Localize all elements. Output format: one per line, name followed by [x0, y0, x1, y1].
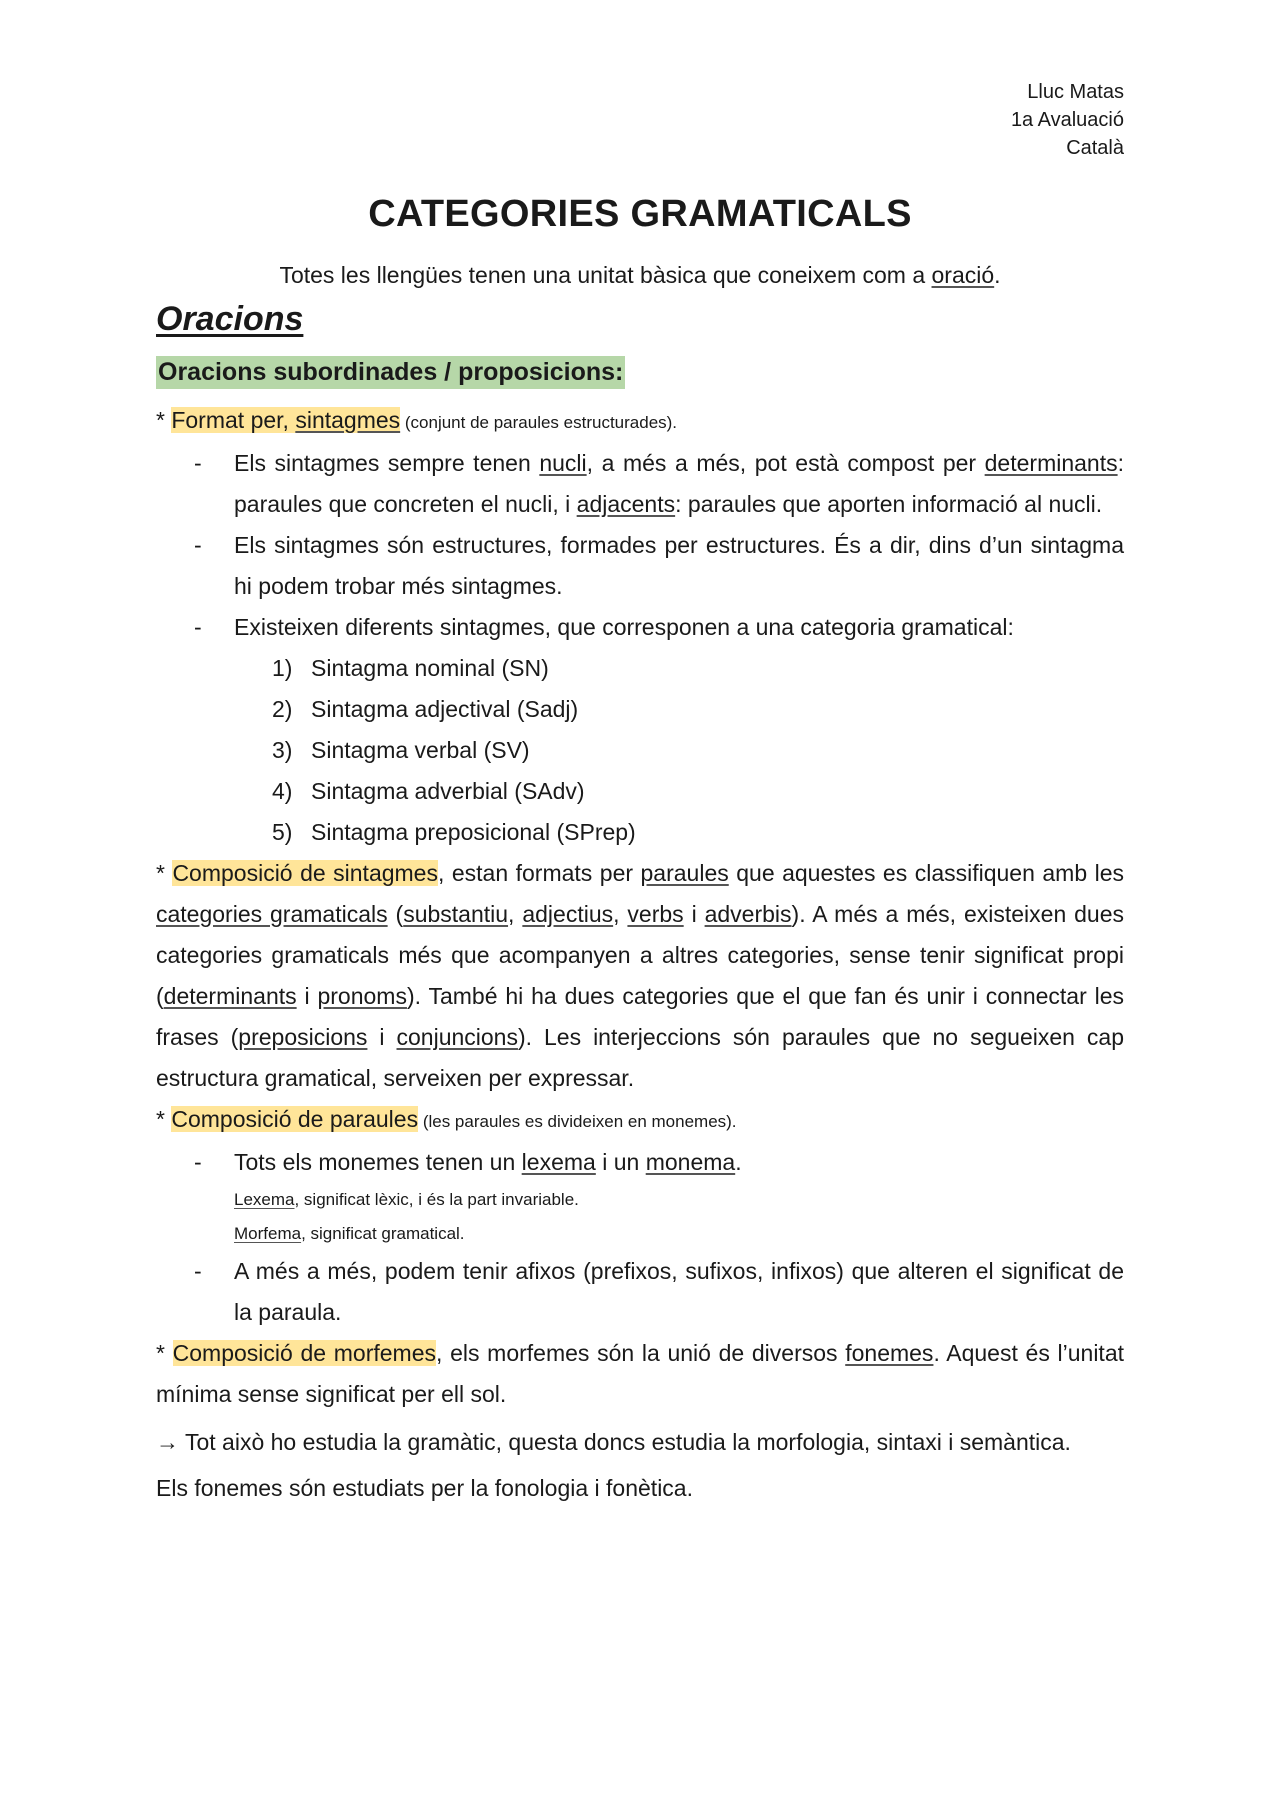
document-header: [1011, 78, 1124, 162]
bullet-star: *: [156, 1340, 173, 1366]
numbered-item: [156, 812, 1124, 853]
numbered-item: [156, 730, 1124, 771]
dash-marker: -: [194, 532, 202, 558]
text: ). També hi ha dues categories que el que fan és unir i connectar les frases (: [156, 983, 1125, 1050]
format-note: (conjunt de paraules estructurades).: [400, 413, 678, 432]
term-adjacents: adjacents: [576, 491, 676, 517]
term: conjuncions: [396, 1024, 518, 1050]
composicio-paraules-note: (les paraules es divideixen en monemes).: [418, 1112, 737, 1131]
text: ,: [613, 901, 628, 927]
closing-line: → Tot això ho estudia la gramàtic, questa doncs estudia la morfologia, sintaxi i semàntica.: [156, 1429, 1071, 1455]
text: . Aquest és l’unitat mínima sense significat per ell sol.: [156, 1340, 1124, 1407]
term-nucli: nucli: [539, 450, 587, 476]
term: substantiu: [403, 901, 509, 927]
term-monema: monema: [645, 1149, 736, 1175]
format-term: sintagmes: [295, 407, 401, 433]
format-line: [156, 400, 1124, 443]
dash-marker: -: [194, 1149, 202, 1175]
dash-marker: -: [194, 1258, 202, 1284]
term: pronoms: [317, 983, 407, 1009]
text: , a més a més, pot està compost per: [586, 450, 985, 476]
text: i: [683, 901, 705, 927]
term: adjectius: [522, 901, 614, 927]
list-item: [156, 607, 1124, 648]
numbered-item: [156, 771, 1124, 812]
term-lexema: lexema: [521, 1149, 596, 1175]
text: .: [735, 1149, 742, 1175]
page-title: CATEGORIES GRAMATICALS: [368, 193, 912, 235]
composicio-morfemes-paragraph: [156, 1333, 1124, 1415]
bullet-star: *: [156, 860, 173, 886]
text: , els morfemes són la unió de diversos: [436, 1340, 846, 1366]
text: Existeixen diferents sintagmes, que corresponen a una categoria gramatical:: [234, 614, 1014, 640]
item-number: 3): [272, 737, 293, 763]
list-item: [156, 1251, 1124, 1333]
numbered-item: [156, 689, 1124, 730]
closing-line-2: Els fonemes són estudiats per la fonologia i fonètica.: [156, 1475, 693, 1501]
text: i: [367, 1024, 397, 1050]
format-label: Format per,: [171, 407, 296, 433]
intro-end: .: [994, 262, 1001, 288]
term-label: 1a Avaluació: [1010, 109, 1124, 131]
section-subheading: Oracions subordinades / proposicions:: [156, 356, 625, 389]
text: , significat gramatical.: [301, 1224, 465, 1243]
composicio-paraules-highlight: Composició de paraules: [171, 1106, 419, 1132]
list-item: [156, 525, 1124, 607]
intro-sentence: [0, 262, 1280, 289]
bullet-star: *: [156, 1106, 172, 1132]
lexema-note: [156, 1183, 1124, 1217]
list-item: [156, 1142, 1124, 1183]
composicio-sintagmes-highlight: Composició de sintagmes: [172, 860, 438, 886]
composicio-paraules-line: [156, 1099, 1124, 1142]
term-fonemes: fonemes: [845, 1340, 934, 1366]
text: Tots els monemes tenen un: [234, 1149, 522, 1175]
text: i un: [595, 1149, 646, 1175]
item-text: Sintagma verbal (SV): [311, 737, 530, 763]
item-text: Sintagma adjectival (Sadj): [311, 696, 579, 722]
author-name: Lluc Matas: [1027, 81, 1124, 103]
text: , significat lèxic, i és la part invariable.: [294, 1190, 579, 1209]
term-determinants: determinants: [984, 450, 1118, 476]
text: A més a més, podem tenir afixos (prefixos, sufixos, infixos) que alteren el significat de la paraula.: [234, 1258, 1124, 1325]
item-number: 4): [272, 778, 293, 804]
list-item: [156, 443, 1124, 525]
item-number: 2): [272, 696, 293, 722]
item-number: 1): [272, 655, 293, 681]
term: verbs: [627, 901, 684, 927]
text: ). A més a més, existeixen dues categories gramaticals més que acompanyen a altres categories, sense tenir significat propi (: [156, 901, 1125, 1009]
term: Lexema: [234, 1190, 295, 1209]
text: que aquestes es classifiquen amb les: [728, 860, 1125, 886]
term: Morfema: [234, 1224, 302, 1243]
text: ,: [508, 901, 523, 927]
item-text: Sintagma adverbial (SAdv): [311, 778, 585, 804]
item-text: Sintagma preposicional (SPrep): [311, 819, 636, 845]
term: determinants: [163, 983, 297, 1009]
text: Els sintagmes són estructures, formades per estructures. És a dir, dins d’un sintagma hi podem trobar més sintagmes.: [234, 532, 1124, 599]
item-text: Sintagma nominal (SN): [311, 655, 549, 681]
term: categories gramaticals: [156, 901, 388, 927]
dash-marker: -: [194, 614, 202, 640]
text: (: [387, 901, 404, 927]
term: preposicions: [238, 1024, 368, 1050]
text: Els sintagmes sempre tenen: [234, 450, 540, 476]
format-highlight: [171, 407, 400, 433]
document-body: [156, 400, 1124, 1511]
composicio-morfemes-highlight: Composició de morfemes: [172, 1340, 436, 1366]
text: : paraules que concreten el nucli, i: [234, 450, 1124, 517]
text: i: [296, 983, 318, 1009]
text: , estan formats per: [437, 860, 641, 886]
item-number: 5): [272, 819, 293, 845]
dash-marker: -: [194, 450, 202, 476]
text: : paraules que aporten informació al nucli.: [675, 491, 1103, 517]
composicio-sintagmes-paragraph: [156, 853, 1124, 1099]
intro-term: oració: [931, 262, 995, 288]
section-heading: Oracions: [156, 300, 304, 338]
term: paraules: [640, 860, 729, 886]
bullet-star: *: [156, 407, 172, 433]
subject-label: Català: [1066, 137, 1124, 159]
morfema-note: [156, 1217, 1124, 1251]
numbered-item: [156, 648, 1124, 689]
intro-text: Totes les llengües tenen una unitat bàsica que coneixem com a: [279, 262, 932, 288]
text: ). Les interjeccions són paraules que no segueixen cap estructura gramatical, serveixen per expressar.: [156, 1024, 1124, 1091]
term: adverbis: [704, 901, 792, 927]
